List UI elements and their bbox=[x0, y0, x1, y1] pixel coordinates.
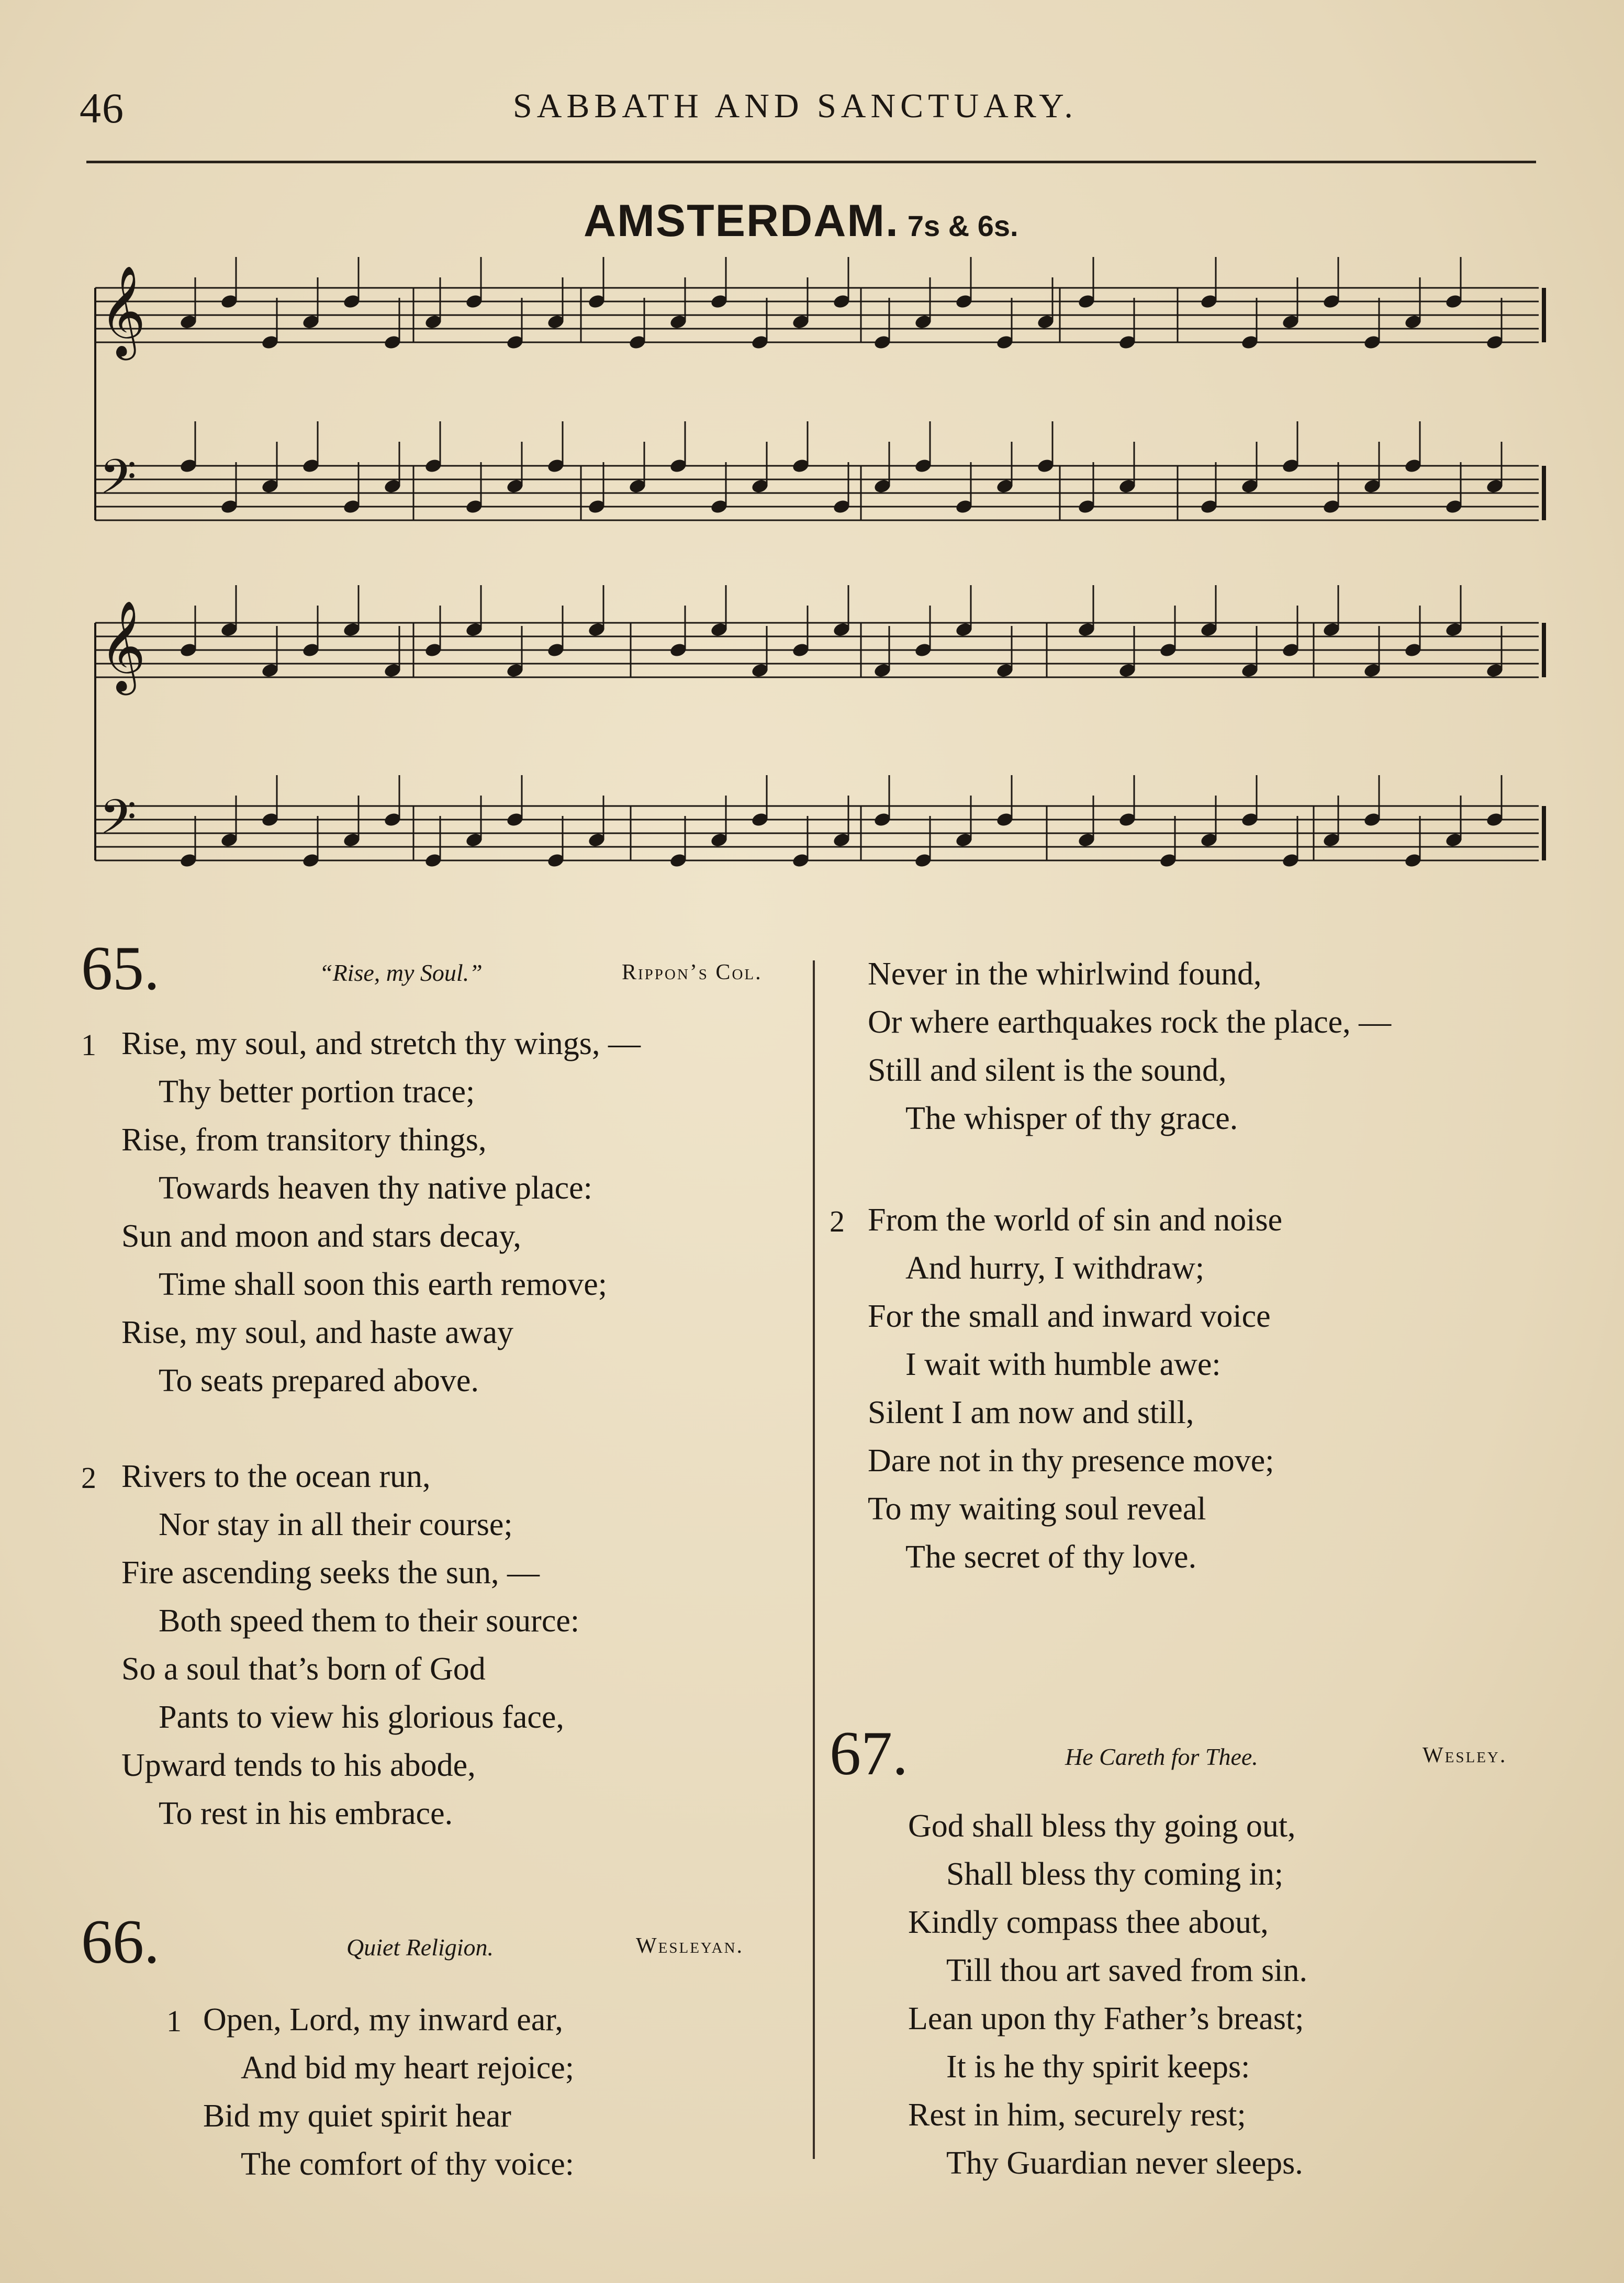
hymn-line: Nor stay in all their course; bbox=[159, 1507, 513, 1542]
hymn-number: 67. bbox=[830, 1718, 908, 1788]
hymn-line: And hurry, I withdraw; bbox=[905, 1250, 1205, 1286]
treble-clef: 𝄞 bbox=[99, 265, 146, 356]
hymn-line: Bid my quiet spirit hear bbox=[203, 2098, 511, 2134]
hymn-line: Both speed them to their source: bbox=[159, 1603, 580, 1639]
hymn-line: Lean upon thy Father’s breast; bbox=[908, 2001, 1304, 2036]
hymn-line: Silent I am now and still, bbox=[868, 1395, 1194, 1430]
hymn-source: Wesley. bbox=[1423, 1743, 1507, 1767]
bass-clef: 𝄢 bbox=[99, 449, 137, 516]
hymn-line: Still and silent is the sound, bbox=[868, 1053, 1227, 1088]
hymn-number: 66. bbox=[81, 1907, 160, 1976]
hymn-line: Or where earthquakes rock the place, — bbox=[868, 1004, 1392, 1040]
hymn-line: The whisper of thy grace. bbox=[905, 1101, 1238, 1136]
music-score bbox=[84, 256, 1549, 937]
hymn-source: Rippon’s Col. bbox=[622, 960, 763, 984]
treble-clef: 𝄞 bbox=[99, 600, 146, 691]
hymn-line: I wait with humble awe: bbox=[905, 1347, 1221, 1382]
hymn-line: The comfort of thy voice: bbox=[241, 2146, 575, 2182]
hymn-line: To rest in his embrace. bbox=[159, 1796, 453, 1831]
hymn-line: Rest in him, securely rest; bbox=[908, 2097, 1246, 2133]
hymn-line: Rise, my soul, and stretch thy wings, — bbox=[121, 1026, 641, 1061]
hymn-line: And bid my heart rejoice; bbox=[241, 2050, 575, 2086]
hymn-line: To my waiting soul reveal bbox=[868, 1491, 1206, 1527]
hymn-line: Thy better portion trace; bbox=[159, 1074, 475, 1110]
hymn-line: Rise, from transitory things, bbox=[121, 1122, 487, 1158]
hymn-line: Pants to view his glorious face, bbox=[159, 1699, 564, 1735]
hymn-line: Towards heaven thy native place: bbox=[159, 1170, 592, 1206]
column-divider bbox=[813, 960, 815, 2159]
hymn-line: For the small and inward voice bbox=[868, 1299, 1271, 1334]
bass-clef: 𝄢 bbox=[99, 789, 137, 856]
hymn-line: God shall bless thy going out, bbox=[908, 1808, 1296, 1844]
hymn-line: To seats prepared above. bbox=[159, 1363, 479, 1398]
stanza-number: 2 bbox=[830, 1204, 845, 1238]
hymn-line: Upward tends to his abode, bbox=[121, 1748, 476, 1783]
hymn-line: Open, Lord, my inward ear, bbox=[203, 2002, 563, 2038]
hymn-line: Thy Guardian never sleeps. bbox=[946, 2145, 1303, 2181]
running-title: SABBATH AND SANCTUARY. bbox=[513, 87, 1078, 125]
header-rule bbox=[86, 161, 1536, 163]
hymn-line: From the world of sin and noise bbox=[868, 1202, 1283, 1238]
hymn-line: Fire ascending seeks the sun, — bbox=[121, 1555, 540, 1591]
stanza-number: 2 bbox=[81, 1461, 96, 1495]
hymn-title: “Rise, my Soul.” bbox=[319, 959, 483, 986]
hymn-line: It is he thy spirit keeps: bbox=[946, 2049, 1250, 2085]
tune-name: AMSTERDAM. bbox=[584, 196, 899, 246]
tune-title bbox=[584, 195, 1018, 247]
hymn-line: So a soul that’s born of God bbox=[121, 1651, 486, 1687]
hymn-line: The secret of thy love. bbox=[905, 1539, 1197, 1575]
hymn-source: Wesleyan. bbox=[636, 1934, 744, 1958]
hymn-line: Shall bless thy coming in; bbox=[946, 1856, 1284, 1892]
hymn-title: Quiet Religion. bbox=[346, 1934, 494, 1961]
hymn-line: Sun and moon and stars decay, bbox=[121, 1218, 521, 1254]
stanza-number: 1 bbox=[166, 2004, 182, 2038]
hymn-line: Rise, my soul, and haste away bbox=[121, 1315, 514, 1350]
hymn-title: He Careth for Thee. bbox=[1065, 1743, 1258, 1770]
hymn-line: Kindly compass thee about, bbox=[908, 1905, 1269, 1940]
hymn-line: Never in the whirlwind found, bbox=[868, 956, 1262, 992]
hymn-line: Dare not in thy presence move; bbox=[868, 1443, 1274, 1479]
page-number: 46 bbox=[80, 84, 125, 132]
hymn-number: 65. bbox=[81, 933, 160, 1003]
hymn-line: Till thou art saved from sin. bbox=[946, 1953, 1308, 1988]
tune-meter: 7s & 6s. bbox=[907, 209, 1018, 242]
hymn-line: Time shall soon this earth remove; bbox=[159, 1267, 608, 1302]
stanza-number: 1 bbox=[81, 1028, 96, 1062]
hymn-line: Rivers to the ocean run, bbox=[121, 1459, 431, 1494]
